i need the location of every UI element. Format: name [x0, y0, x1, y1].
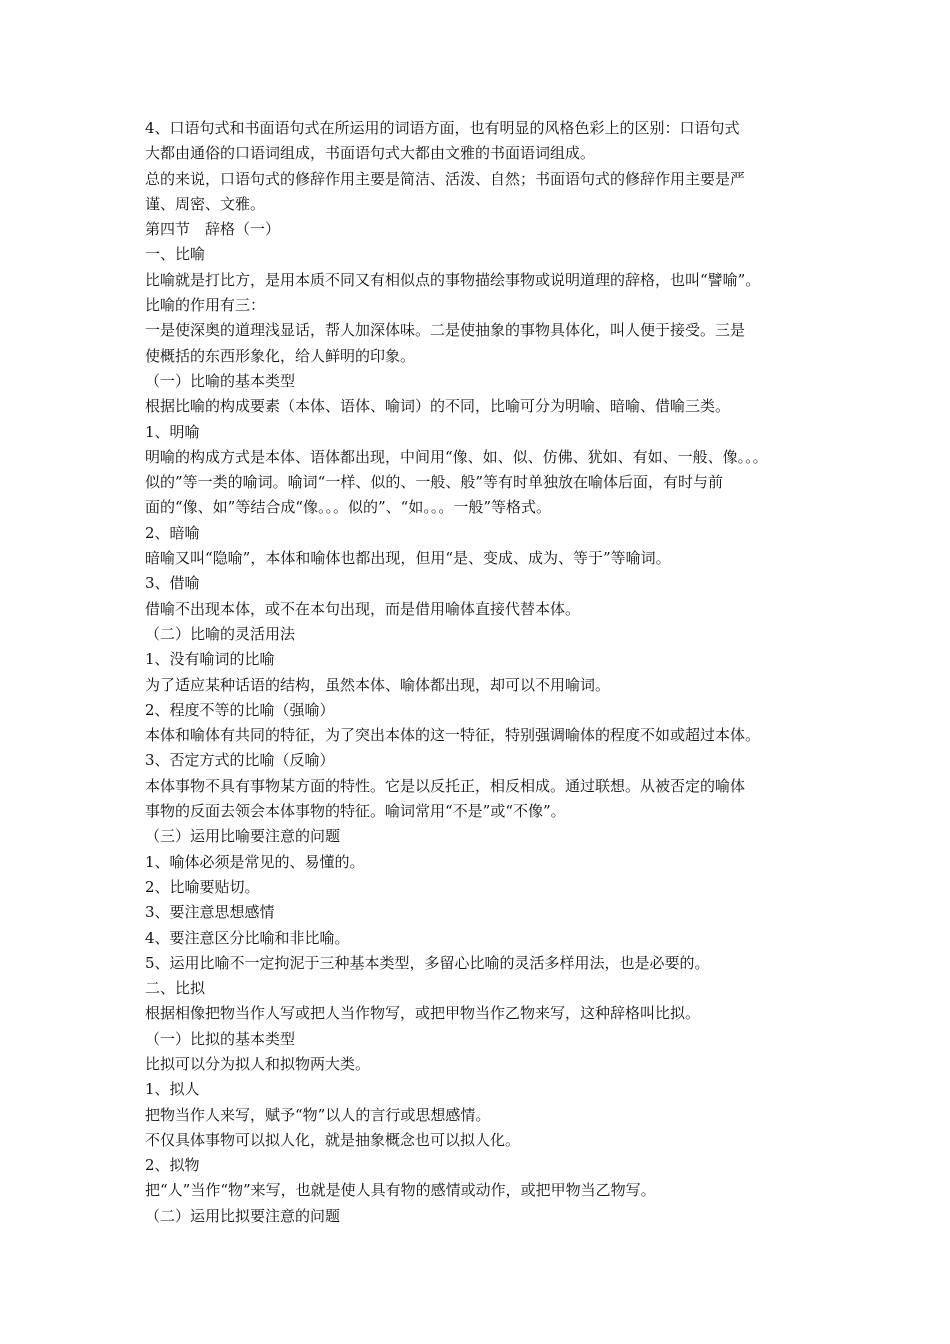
text-line: 事物的反面去领会本体事物的特征。喻词常用“不是”或“不像”。 [145, 802, 566, 821]
list-item: 4、要注意区分比喻和非比喻。 [145, 928, 350, 947]
subsection-heading: 二、比拟 [145, 979, 206, 998]
text-line: 比喻的作用有三： [145, 296, 266, 315]
list-heading: 2、暗喻 [145, 523, 200, 542]
list-heading: 1、明喻 [145, 422, 200, 441]
text-line: 4、口语句式和书面语句式在所运用的词语方面，也有明显的风格色彩上的区别：口语句式 [145, 119, 740, 137]
text-line: 根据相像把物当作人写或把人当作物写，或把甲物当作乙物来写，这种辞格叫比拟。 [145, 1004, 701, 1023]
text-line: 总的来说，口语句式的修辞作用主要是简洁、活泼、自然；书面语句式的修辞作用主要是严 [145, 169, 746, 188]
list-heading: 2、程度不等的比喻（强喻） [145, 700, 335, 719]
list-heading: 1、拟人 [145, 1080, 200, 1099]
list-item: 5、运用比喻不一定拘泥于三种基本类型，多留心比喻的灵活多样用法，也是必要的。 [145, 953, 710, 972]
text-line: 使概括的东西形象化，给人鲜明的印象。 [145, 346, 416, 365]
text-line: 比拟可以分为拟人和拟物两大类。 [145, 1054, 371, 1073]
list-item: 3、要注意思想感情 [145, 903, 275, 922]
text-line: 把“人”当作“物”来写，也就是使人具有物的感情或动作，或把甲物当乙物写。 [145, 1181, 656, 1200]
section-heading: 第四节 辞格（一） [145, 220, 281, 239]
text-line: 本体和喻体有共同的特征，为了突出本体的这一特征，特别强调喻体的程度不如或超过本体。 [145, 726, 761, 745]
subsection-heading: （一）比喻的基本类型 [145, 371, 296, 390]
list-heading: 3、借喻 [145, 574, 200, 593]
list-heading: 1、没有喻词的比喻 [145, 650, 275, 669]
text-line: 大都由通俗的口语词组成，书面语句式大都由文雅的书面语词组成。 [145, 144, 596, 163]
text-line: 本体事物不具有事物某方面的特性。它是以反托正，相反相成。通过联想。从被否定的喻体 [145, 776, 746, 795]
text-line: 似的”等一类的喻词。喻词“一样、似的、一般、般”等有时单独放在喻体后面，有时与前 [145, 473, 724, 492]
list-heading: 2、拟物 [145, 1156, 200, 1175]
text-line: 面的“像、如”等结合成“像。。。似的”、“如。。。一般”等格式。 [145, 498, 552, 517]
subsection-heading: 一、比喻 [145, 245, 206, 264]
text-line: 明喻的构成方式是本体、语体都出现，中间用“像、如、似、仿佛、犹如、有如、一般、像。。。 [145, 447, 768, 466]
subsection-heading: （三）运用比喻要注意的问题 [145, 827, 341, 846]
subsection-heading: （二）运用比拟要注意的问题 [145, 1206, 341, 1225]
list-heading: 3、否定方式的比喻（反喻） [145, 751, 335, 770]
text-line: 谨、周密、文雅。 [145, 194, 266, 213]
document-page [145, 116, 815, 1229]
text-line: 一是使深奥的道理浅显话，帮人加深体味。二是使抽象的事物具体化，叫人便于接受。三是 [145, 321, 746, 340]
subsection-heading: （一）比拟的基本类型 [145, 1029, 296, 1048]
text-line: 根据比喻的构成要素（本体、语体、喻词）的不同，比喻可分为明喻、暗喻、借喻三类。 [145, 397, 731, 416]
text-line: 暗喻又叫“隐喻”，本体和喻体也都出现，但用“是、变成、成为、等于”等喻词。 [145, 549, 671, 568]
text-line: 为了适应某种话语的结构，虽然本体、喻体都出现，却可以不用喻词。 [145, 675, 611, 694]
text-line: 不仅具体事物可以拟人化，就是抽象概念也可以拟人化。 [145, 1130, 521, 1149]
subsection-heading: （二）比喻的灵活用法 [145, 624, 296, 643]
text-line: 借喻不出现本体，或不在本句出现，而是借用喻体直接代替本体。 [145, 599, 581, 618]
list-item: 2、比喻要贴切。 [145, 877, 260, 896]
text-line: 比喻就是打比方，是用本质不同又有相似点的事物描绘事物或说明道理的辞格，也叫“譬喻”。 [145, 270, 761, 289]
list-item: 1、喻体必须是常见的、易懂的。 [145, 852, 365, 871]
text-line: 把物当作人来写，赋予“物”以人的言行或思想感情。 [145, 1105, 491, 1124]
